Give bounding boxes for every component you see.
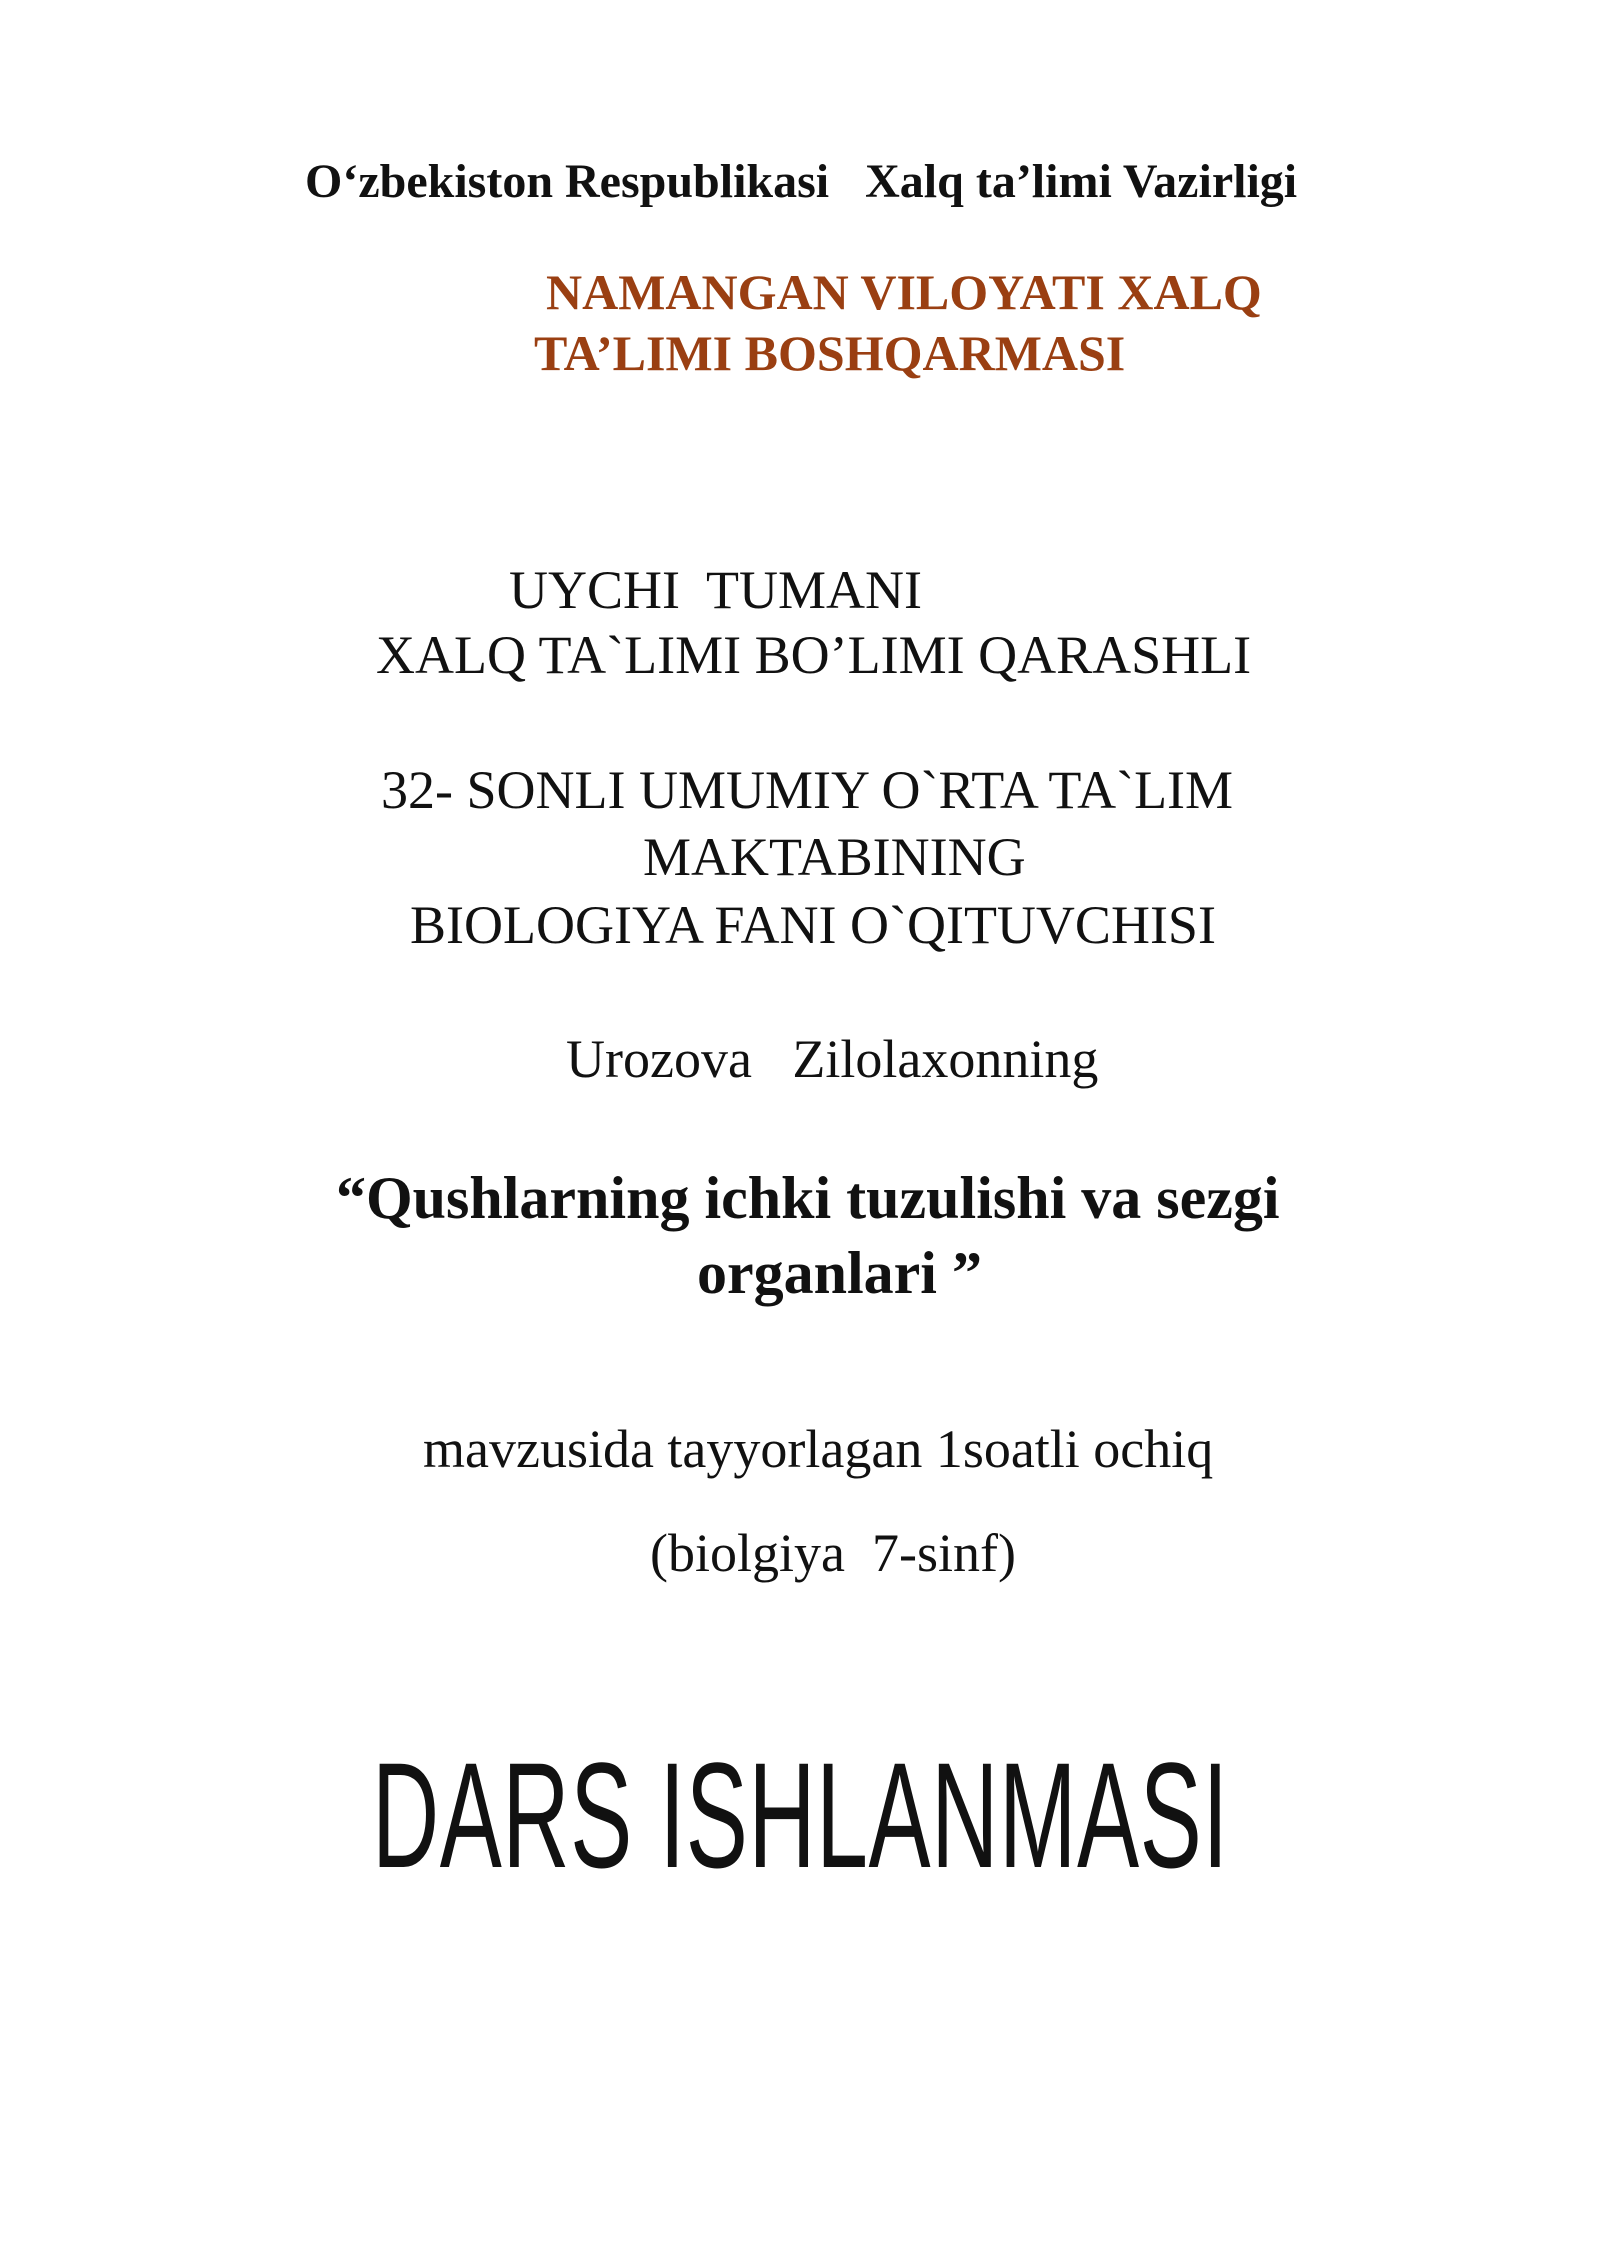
department-name: XALQ TA`LIMI BO’LIMI QARASHLI xyxy=(376,625,1252,685)
lesson-note-line-2: (biolgiya 7-sinf) xyxy=(650,1523,1016,1583)
lesson-note-line-1: mavzusida tayyorlagan 1soatli ochiq xyxy=(423,1419,1214,1479)
author-name: Urozova Zilolaxonning xyxy=(566,1029,1099,1089)
region-heading-line-2: TA’LIMI BOSHQARMASI xyxy=(534,325,1126,381)
school-name-line-2: MAKTABINING xyxy=(643,827,1026,887)
school-name-line-1: 32- SONLI UMUMIY O`RTA TA`LIM xyxy=(381,760,1234,820)
document-type-title: DARS ISHLANMASI xyxy=(372,1731,1229,1899)
topic-title-line-1: “Qushlarning ichki tuzulishi va sezgi xyxy=(336,1165,1280,1231)
district-name: UYCHI TUMANI xyxy=(509,560,922,620)
teacher-role: BIOLOGIYA FANI O`QITUVCHISI xyxy=(410,895,1216,955)
region-heading-line-1: NAMANGAN VILOYATI XALQ xyxy=(546,264,1262,320)
ministry-heading: O‘zbekiston Respublikasi Xalq ta’limi Vazirligi xyxy=(305,155,1298,208)
topic-title-line-2: organlari ” xyxy=(697,1240,982,1306)
